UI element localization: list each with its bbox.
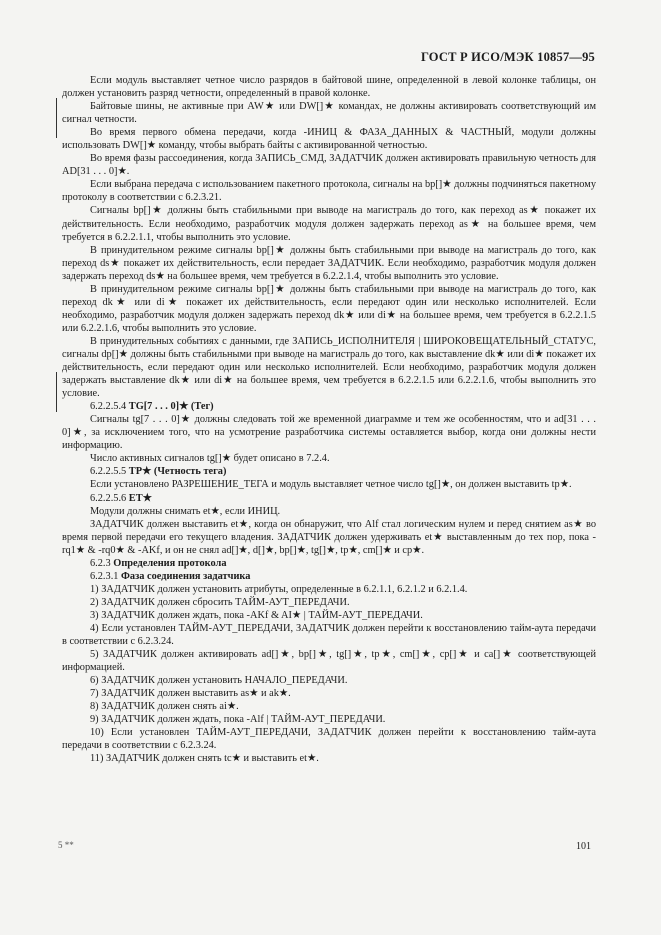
section-number: 6.2.3: [90, 557, 111, 569]
list-item: 7) ЗАДАТЧИК должен выставить as★ и ak★.: [90, 688, 291, 700]
paragraph: В принудительных событиях с данными, где ЗАПИСЬ_ИСПОЛНИТЕЛЯ | ШИРОКОВЕЩАТЕЛЬНЫЙ_СТАТУС, сигналы dp[]★ должны быть стабильными при выводе на магистраль до того, как выставление dk★ или di★ покажет их действительность, если передают один или несколько исполнителей. Если необходимо, разработчик модуля должен задержать выставление dk★ или di★ на большее время, чем требуется в 6.2.2.1.5 или 6.2.2.1.6, чтобы выполнить это условие.: [62, 335, 596, 400]
paragraph: Сигналы bp[]★ должны быть стабильными при выводе на магистраль до того, как переход as★ покажет их действительность. Если необходимо, разработчик модуля должен задержать переход as★ на большее время, чем требуется в 6.2.2.1.1, чтобы выполнить это условие.: [62, 205, 596, 243]
paragraph: В принудительном режиме сигналы bp[]★ должны быть стабильными при выводе на магистраль до того, как переход ds★ покажет их действительность, если передает ЗАДАТЧИК. Если необходимо, разработчик модуля должен задержать переход ds★ на большее время, чем требуется в 6.2.2.1.4, чтобы выполнить это условие.: [62, 244, 596, 282]
list-item: 8) ЗАДАТЧИК должен снять ai★.: [90, 701, 239, 713]
paragraph: Во время фазы рассоединения, когда ЗАПИСЬ_СМД, ЗАДАТЧИК должен активировать правильную четность для AD[31 . . . 0]★.: [62, 153, 596, 178]
paragraph: В принудительном режиме сигналы bp[]★ должны быть стабильными при выводе на магистраль до того, как переход dk★ или di★ покажет их действительность, если передают один или несколько исполнителей. Если необходимо, разработчик модуля должен задержать переход dk★ или di★ на большее время, чем требуется в 6.2.2.1.5 или 6.2.2.1.6, чтобы выполнить это условие.: [62, 283, 596, 334]
section-number: 6.2.2.5.5: [90, 466, 127, 478]
paragraph: Число активных сигналов tg[]★ будет описано в 7.2.4.: [90, 453, 330, 465]
list-item: 5) ЗАДАТЧИК должен активировать ad[]★, bp[]★, tg[]★, tp★, cm[]★, cp[]★ и ca[]★ соответствующей информацией.: [62, 649, 596, 674]
list-item: 1) ЗАДАТЧИК должен установить атрибуты, определенные в 6.2.1.1, 6.2.1.2 и 6.2.1.4.: [90, 583, 468, 595]
section-number: 6.2.2.5.6: [90, 492, 127, 504]
list-item: 3) ЗАДАТЧИК должен ждать, пока -AKf & AI★ | ТАЙМ-АУТ_ПЕРЕДАЧИ.: [90, 609, 423, 621]
paragraph: Байтовые шины, не активные при AW★ или DW[]★ командах, не должны активировать соответствующий им сигнал четности.: [62, 101, 596, 126]
list-item: 4) Если установлен ТАЙМ-АУТ_ПЕРЕДАЧИ, ЗАДАТЧИК должен перейти к восстановлению тайм-аута передачи в соответствии с 6.2.3.24.: [62, 622, 596, 648]
paragraph: Если модуль выставляет четное число разрядов в байтовой шине, определенной в левой колонке таблицы, он должен установить разряд четности, определенный в правой колонке.: [62, 75, 596, 100]
body-text: [62, 74, 596, 765]
revision-bar: [56, 372, 57, 412]
list-item: 6) ЗАДАТЧИК должен установить НАЧАЛО_ПЕРЕДАЧИ.: [90, 675, 348, 687]
section-number: 6.2.2.5.4: [90, 401, 127, 413]
paragraph: Во время первого обмена передачи, когда -ИНИЦ & ФАЗА_ДАННЫХ & ЧАСТНЫЙ, модули должны использовать DW[]★ команду, чтобы выбрать байты с активированной четностью.: [62, 127, 596, 152]
list-item: 11) ЗАДАТЧИК должен снять tc★ и выставить et★.: [90, 753, 319, 765]
paragraph: ЗАДАТЧИК должен выставить et★, когда он обнаружит, что Alf стал логическим нулем и перед снятием as★ во время первой передачи его текущего владения. ЗАДАТЧИК должен удерживать et★ выставленным до тех пор, пока -rq1★ & -rq0★ & -AKf, и он не снял ad[]★, d[]★, bp[]★, tg[]★, tp★, cm[]★ и cp★.: [62, 518, 596, 556]
section-heading: [62, 465, 596, 478]
list-item: 9) ЗАДАТЧИК должен ждать, пока -Alf | ТАЙМ-АУТ_ПЕРЕДАЧИ.: [90, 714, 386, 726]
section-heading: [62, 400, 596, 413]
revision-bar: [56, 98, 57, 138]
section-title: Определения протокола: [113, 557, 227, 569]
section-title: ET★: [128, 492, 152, 504]
section-title: TG[7 . . . 0]★ (Тег): [128, 401, 214, 413]
paragraph: Сигналы tg[7 . . . 0]★ должны следовать той же временной диаграмме и тем же особенностям, что и ad[31 . . . 0]★, за исключением того, что на усмотрение разработчика системы оставляется выбор, когда они должны нести информацию.: [62, 414, 596, 452]
paragraph: Если установлено РАЗРЕШЕНИЕ_ТЕГА и модуль выставляет четное число tg[]★, он должен выставить tp★.: [90, 479, 572, 491]
footer-signature-mark: 5 **: [58, 840, 74, 850]
list-item: 10) Если установлен ТАЙМ-АУТ_ПЕРЕДАЧИ, ЗАДАТЧИК должен перейти к восстановлению тайм-аута передачи в соответствии с 6.2.3.24.: [62, 727, 596, 752]
paragraph: Если выбрана передача с использованием пакетного протокола, сигналы на bp[]★ должны подчиняться пакетному протоколу в соответствии с 6.2.3.21.: [62, 179, 596, 204]
section-number: 6.2.3.1: [90, 570, 119, 582]
section-heading: [62, 492, 596, 505]
section-title: TP★ (Четность тега): [128, 466, 227, 478]
section-title: Фаза соединения задатчика: [121, 570, 251, 582]
list-item: 2) ЗАДАТЧИК должен сбросить ТАЙМ-АУТ_ПЕРЕДАЧИ.: [90, 596, 350, 608]
page-header: ГОСТ Р ИСО/МЭК 10857—95: [420, 50, 595, 64]
section-heading: [62, 557, 596, 570]
paragraph: Модули должны снимать et★, если ИНИЦ.: [90, 505, 281, 517]
section-heading: [62, 570, 596, 583]
page-number: 101: [576, 841, 591, 852]
